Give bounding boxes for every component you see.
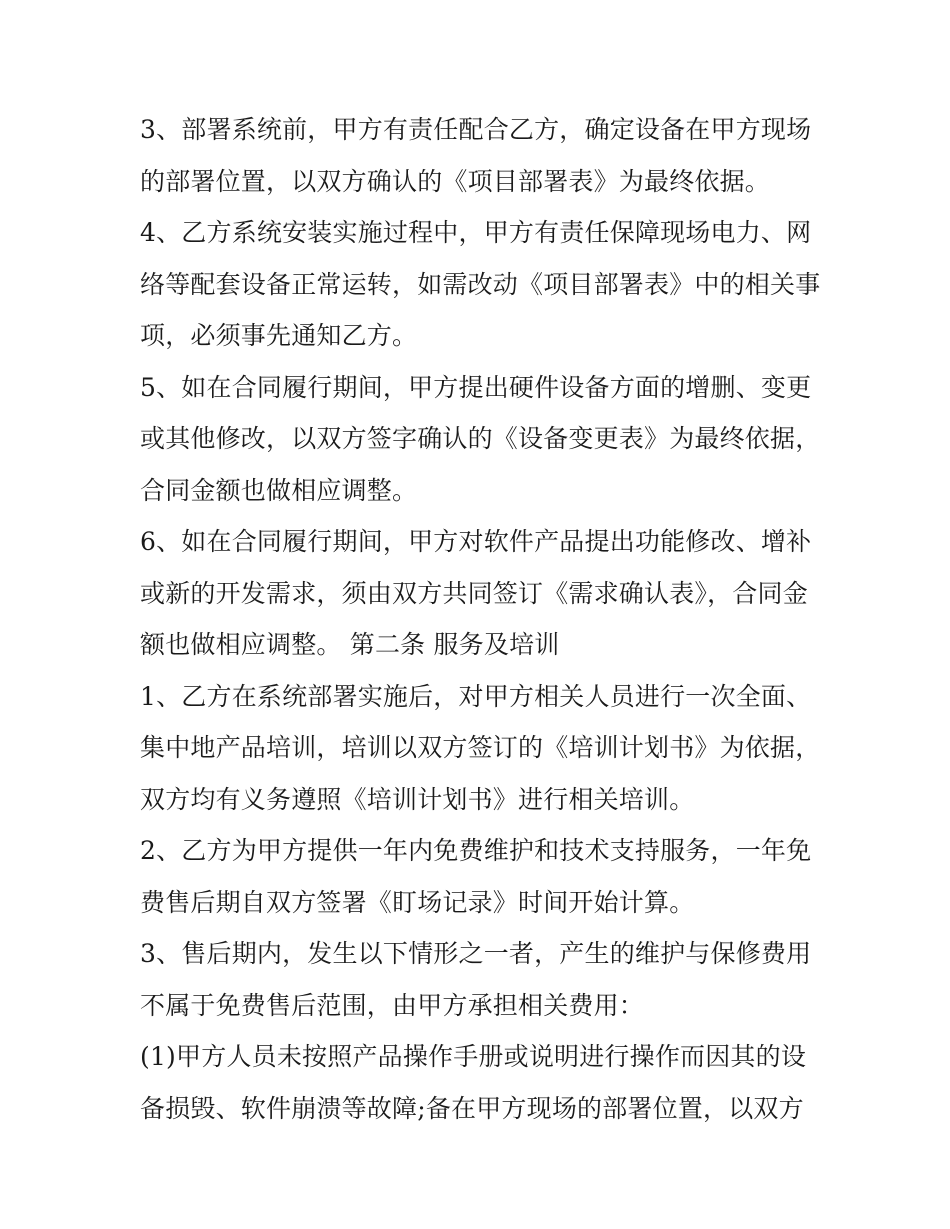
text-line: 4、乙方系统安装实施过程中，甲方有责任保障现场电力、网 (140, 218, 812, 247)
document-body (140, 104, 820, 1134)
text-line: 费售后期自双方签署《盯场记录》时间开始计算。 (140, 887, 695, 917)
text-line: 集中地产品培训，培训以双方签订的《培训计划书》为依据， (140, 733, 821, 762)
text-line: 额也做相应调整。 第二条 服务及培训 (140, 630, 560, 659)
text-line: 不属于免费售后范围，由甲方承担相关费用： (140, 990, 645, 1020)
text-line: 络等配套设备正常运转，如需改动《项目部署表》中的相关事 (140, 269, 821, 299)
text-line: 合同金额也做相应调整。 (140, 475, 418, 505)
text-line: 2、乙方为甲方提供一年内免费维护和技术支持服务，一年免 (140, 836, 812, 865)
text-line: 3、部署系统前，甲方有责任配合乙方，确定设备在甲方现场 (140, 115, 812, 144)
text-line: 的部署位置，以双方确认的《项目部署表》为最终依据。 (140, 166, 771, 196)
text-line: 备损毁、软件崩溃等故障;备在甲方现场的部署位置，以双方 (140, 1093, 804, 1123)
text-line: 项，必须事先通知乙方。 (140, 321, 418, 350)
text-line: 5、如在合同履行期间，甲方提出硬件设备方面的增删、变更 (140, 372, 812, 402)
text-line: 3、售后期内，发生以下情形之一者，产生的维护与保修费用 (140, 939, 812, 968)
text-line: 双方均有义务遵照《培训计划书》进行相关培训。 (140, 784, 695, 814)
text-line: 6、如在合同履行期间，甲方对软件产品提出功能修改、增补 (140, 527, 812, 556)
text-line: 或新的开发需求，须由双方共同签订《需求确认表》，合同金 (140, 578, 808, 608)
text-line: (1)甲方人员未按照产品操作手册或说明进行操作而因其的设 (140, 1042, 807, 1071)
text-line: 1、乙方在系统部署实施后，对甲方相关人员进行一次全面、 (140, 681, 812, 711)
text-line: 或其他修改，以双方签字确认的《设备变更表》为最终依据， (140, 424, 821, 453)
